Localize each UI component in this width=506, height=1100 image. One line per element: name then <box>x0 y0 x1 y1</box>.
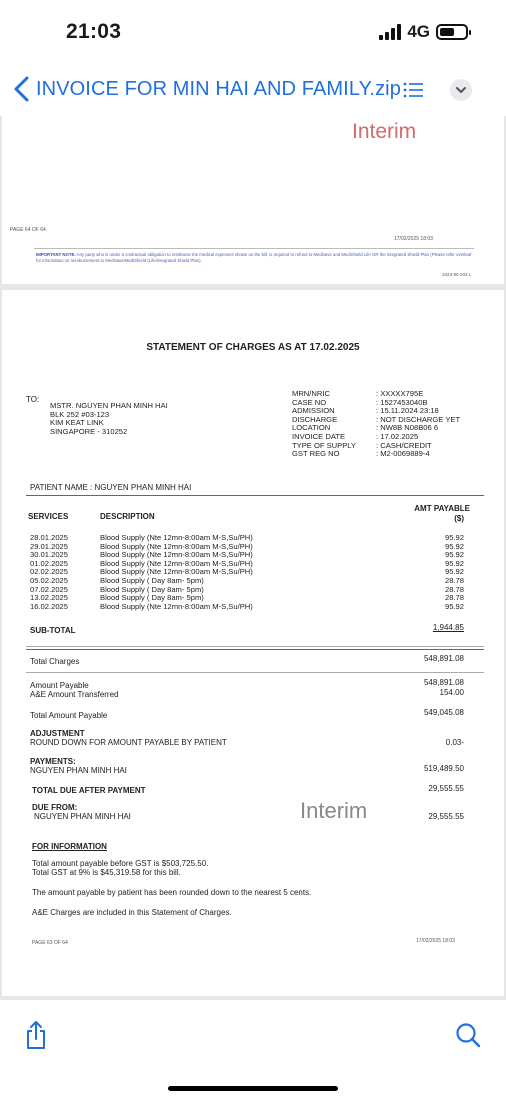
service-dates <box>30 534 68 611</box>
service-date: 28.01.2025 <box>30 533 69 542</box>
patient-name: PATIENT NAME : NGUYEN PHAN MINH HAI <box>30 483 192 492</box>
due-from-name: NGUYEN PHAN MINH HAI <box>34 812 131 821</box>
interim-stamp: Interim <box>352 120 417 143</box>
service-date: 02.02.2025 <box>30 567 69 577</box>
total-due-value: 29,555.55 <box>428 784 464 793</box>
form-code: 1023-90-203 L <box>442 272 472 277</box>
page-label: PAGE 64 OF 64 <box>10 227 46 233</box>
document-title: INVOICE FOR MIN HAI AND FAMILY.zip <box>36 78 401 100</box>
info-labels: MRN/NRIC CASE NO ADMISSION DISCHARGE LOCATION INVOICE DATE TYPE OF SUPPLY GST REG NO <box>292 389 357 459</box>
amount-payable-label: Amount Payable <box>30 681 89 690</box>
page-label: PAGE 63 OF 64 <box>32 940 68 946</box>
service-desc: Blood Supply (Nte 12mn-8:00am M-S,Su/PH) <box>100 567 253 577</box>
back-button[interactable] <box>12 74 34 104</box>
service-amount: 95.92 <box>444 550 464 560</box>
info-values: : XXXXX795E : 1527453040B : 15.11.2024 23:18 : NOT DISCHARGE YET : NW8B N08B06 6 : 17.02.2025 : CASH/CREDIT : M2-0069889-4 <box>376 389 461 459</box>
payments-label: PAYMENTS: <box>30 757 76 766</box>
col-amt-payable: AMT PAYABLE <box>414 504 470 513</box>
service-amount: 28.78 <box>444 575 464 585</box>
search-icon <box>455 1022 481 1048</box>
divider <box>26 649 484 650</box>
service-amount: 95.92 <box>444 533 464 542</box>
patient-address: MSTR. NGUYEN PHAN MINH HAI BLK 252 #03-123 KIM KEAT LINK SINGAPORE - 310252 <box>50 401 168 436</box>
total-charges-label: Total Charges <box>30 657 80 666</box>
service-desc: Blood Supply ( Day 8am- 5pm) <box>100 593 204 603</box>
service-date: 01.02.2025 <box>30 558 69 568</box>
due-from-value: 29,555.55 <box>428 812 464 821</box>
round-down-label: ROUND DOWN FOR AMOUNT PAYABLE BY PATIENT <box>30 738 227 747</box>
nav-bar <box>0 62 506 116</box>
for-information-label: FOR INFORMATION <box>32 842 107 851</box>
service-desc: Blood Supply (Nte 12mn-8:00am M-S,Su/PH) <box>100 558 253 568</box>
ae-value: 154.00 <box>439 688 464 697</box>
payments-name: NGUYEN PHAN MINH HAI <box>30 766 127 775</box>
service-date: 07.02.2025 <box>30 584 69 594</box>
service-amount: 95.92 <box>444 567 464 577</box>
pdf-page-64 <box>2 116 504 284</box>
document-viewer[interactable] <box>0 116 506 1000</box>
service-date: 16.02.2025 <box>30 601 69 611</box>
service-amount: 28.78 <box>444 584 464 594</box>
col-description: DESCRIPTION <box>100 512 155 521</box>
col-amt-unit: ($) <box>454 514 464 523</box>
total-amount-payable-label: Total Amount Payable <box>30 711 108 720</box>
more-options-button[interactable] <box>450 79 472 101</box>
date-stamp: 17/02/2025 18:03 <box>394 236 433 242</box>
chevron-down-icon <box>450 79 472 101</box>
service-desc: Blood Supply (Nte 12mn-8:00am M-S,Su/PH) <box>100 601 253 611</box>
share-icon <box>24 1020 48 1050</box>
service-amount: 95.92 <box>444 541 464 551</box>
info-line-gst-total: Total GST at 9% is $45,319.58 for this bill. <box>32 868 181 877</box>
service-desc: Blood Supply (Nte 12mn-8:00am M-S,Su/PH) <box>100 533 253 542</box>
divider <box>34 248 474 249</box>
total-due-label: TOTAL DUE AFTER PAYMENT <box>32 786 146 795</box>
interim-stamp: Interim <box>300 798 368 823</box>
list-icon <box>403 82 423 98</box>
bottom-toolbar <box>0 1000 506 1100</box>
subtotal-label: SUB-TOTAL <box>30 626 76 635</box>
service-amount: 28.78 <box>444 593 464 603</box>
info-line-rounding: The amount payable by patient has been rounded down to the nearest 5 cents. <box>32 888 312 897</box>
to-label: TO: <box>26 395 40 404</box>
info-line-ae: A&E Charges are included in this Statement of Charges. <box>32 908 232 917</box>
col-services: SERVICES <box>28 512 69 521</box>
round-down-value: 0.03- <box>445 738 464 747</box>
signal-icon <box>379 24 401 40</box>
service-amount: 95.92 <box>444 558 464 568</box>
service-date: 13.02.2025 <box>30 593 69 603</box>
chevron-left-icon <box>12 74 34 104</box>
due-from-label: DUE FROM: <box>32 803 78 812</box>
service-amount: 95.92 <box>444 601 464 611</box>
pdf-page-63 <box>2 290 504 996</box>
service-desc: Blood Supply (Nte 12mn-8:00am M-S,Su/PH) <box>100 550 253 560</box>
home-indicator[interactable] <box>168 1086 338 1091</box>
list-button[interactable] <box>403 82 423 98</box>
status-time: 21:03 <box>66 20 122 43</box>
divider <box>26 646 484 647</box>
search-button[interactable] <box>455 1022 481 1048</box>
network-type: 4G <box>407 22 430 41</box>
statement-title: STATEMENT OF CHARGES AS AT 17.02.2025 <box>146 342 360 353</box>
date-stamp: 17/02/2025 18:03 <box>416 938 455 944</box>
share-button[interactable] <box>24 1020 48 1050</box>
info-line-gst-before: Total amount payable before GST is $503,725.50. <box>32 859 209 868</box>
total-charges-value: 548,891.08 <box>423 654 464 663</box>
service-desc: Blood Supply (Nte 12mn-8:00am M-S,Su/PH) <box>100 541 253 551</box>
service-descriptions <box>100 534 253 611</box>
adjustment-label: ADJUSTMENT <box>30 729 85 738</box>
ae-label: A&E Amount Transferred <box>30 690 119 699</box>
important-note: IMPORTANT NOTE: Any party who is under a contractual obligation to reimburse the medical expenses shown on the bill, is required to refund to Medisave and MediShield Life OR the Integrated Shield Plan (Please refer overleaf for information on reimbursement to Medisave/MediShield (Life/Integrated Shield Plan). <box>36 252 472 263</box>
service-desc: Blood Supply ( Day 8am- 5pm) <box>100 575 204 585</box>
subtotal-value: 1,944.85 <box>432 623 464 632</box>
payments-value: 519,489.50 <box>423 764 464 773</box>
service-date: 30.01.2025 <box>30 550 69 560</box>
status-bar <box>0 0 506 62</box>
service-date: 05.02.2025 <box>30 575 69 585</box>
divider <box>26 672 484 673</box>
divider <box>26 495 484 496</box>
service-date: 29.01.2025 <box>30 541 69 551</box>
total-amount-payable-value: 549,045.08 <box>423 708 464 717</box>
service-desc: Blood Supply ( Day 8am- 5pm) <box>100 584 204 594</box>
status-indicators <box>379 22 468 42</box>
battery-icon <box>436 24 468 40</box>
amount-payable-value: 548,891.08 <box>423 678 464 687</box>
service-amounts <box>402 534 464 611</box>
